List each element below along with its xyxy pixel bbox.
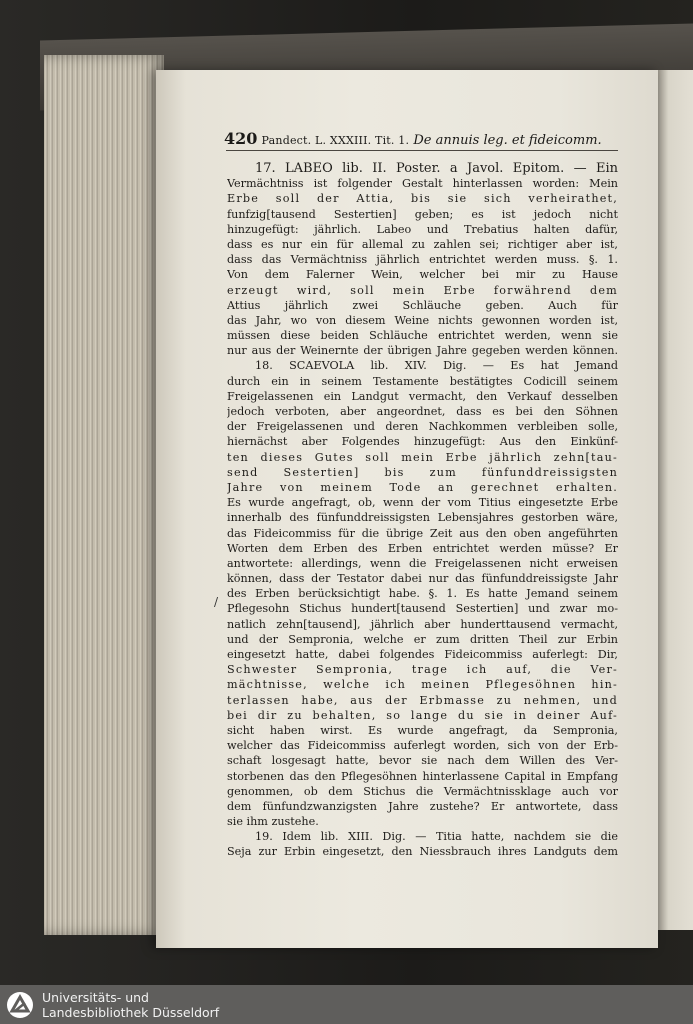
text-line: welcher das Fideicommiss auferlegt worden, sich von der Erb- [227,739,618,753]
text-line: können, dass der Testator dabei nur das fünfunddreissigste Jahr [227,572,618,586]
text-line: genommen, ob dem Stichus die Vermächtnissklage auch vor [227,784,618,798]
text-line: der Freigelassenen und deren Nachkommen verbleiben solle, [227,420,618,434]
text-line: funfzig[tausend Sestertien] geben; es ist jedoch nicht [227,207,618,221]
text-line: bei dir zu behalten, so lange du sie in deiner Auf- [227,708,618,722]
text-line: jedoch verboten, aber angeordnet, dass es bei den Söhnen [227,405,618,418]
text-line: Attius jährlich zwei Schläuche geben. Auch für [227,298,618,312]
text-line: natlich zehn[tausend], jährlich aber hunderttausend vermacht, [227,617,618,631]
text-line: Es wurde angefragt, ob, wenn der vom Titius eingesetzte Erbe [227,496,618,510]
text-line: das Fideicommiss für die übrige Zeit aus den oben angeführten [227,526,618,540]
text-line: Seja zur Erbin eingesetzt, den Niessbrauch ihres Landguts dem [227,845,618,859]
text-line: 18. SCAEVOLA lib. XIV. Dig. — Es hat Jemand [255,359,618,373]
text-line: nur aus der Weinernte der übrigen Jahre gegeben werden können. [227,344,618,358]
text-line: erzeugt wird, soll mein Erbe forwährend dem [227,283,618,297]
text-line: Schwester Sempronia, trage ich auf, die Ver- [227,663,618,677]
text-line: sicht haben wirst. Es wurde angefragt, da Sempronia, [227,723,618,737]
page-body-text [227,161,618,860]
text-line: Pflegesohn Stichus hundert[tausend Sestertien] und zwar mo- [227,602,618,616]
text-line: dass es nur ein für allemal zu zahlen sei; richtiger aber ist, [227,237,618,251]
text-line: dass das Vermächtniss jährlich entrichtet werden muss. §. 1. [227,253,618,267]
book-page-edges [44,55,164,935]
text-line: mächtnisse, welche ich meinen Pflegesöhnen hin- [227,678,618,692]
text-line: storbenen das den Pflegesöhnen hinterlassene Capital in Empfang [227,769,618,783]
text-line: dem fünfundzwanzigsten Jahre zustehe? Er antwortete, dass [227,799,618,813]
text-line: terlassen habe, aus der Erbmasse zu nehmen, und [227,693,618,707]
text-line: durch ein in seinem Testamente bestätigtes Codicill seinem [227,374,618,388]
library-name-line2: Landesbibliothek Düsseldorf [42,1005,220,1020]
text-line: das Jahr, wo von diesem Weine nichts gewonnen worden ist, [227,313,618,327]
text-line: sie ihm zustehe. [227,815,319,829]
text-line: Von dem Falerner Wein, welcher bei mir zu Hause [227,268,618,282]
text-line: Jahre von meinem Tode an gerechnet erhalten. [227,480,618,494]
text-line: schaft losgesagt hatte, bevor sie nach dem Willen des Ver- [227,754,618,768]
text-line: müssen diese beiden Schläuche entrichtet werden, wenn sie [227,329,618,343]
text-line: Freigelassenen ein Landgut vermacht, den Verkauf desselben [227,389,618,403]
running-head [224,129,624,148]
text-line: 19. Idem lib. XIII. Dig. — Titia hatte, nachdem sie die [255,830,618,844]
page-number: 420 [224,129,258,148]
header-rule [226,150,618,151]
text-line: eingesetzt hatte, dabei folgendes Fideicommiss auferlegt: Dir, [227,648,618,661]
running-head-right: De annuis leg. et fideicomm. [413,133,602,148]
running-head-left: Pandect. L. XXXIII. Tit. 1. [261,134,410,147]
library-name-line1: Universitäts- und [42,990,149,1005]
text-line: antwortete: allerdings, wenn die Freigelassenen nicht erweisen [227,556,618,570]
text-line: send Sestertien] bis zum fünfunddreissigsten [227,465,618,479]
ulb-logo-icon [6,991,34,1019]
text-line: hiernächst aber Folgendes hinzugefügt: Aus den Einkünf- [227,435,618,449]
facing-page-edge [658,70,693,930]
text-line: ten dieses Gutes soll mein Erbe jährlich zehn[tau- [227,450,618,464]
text-line: und der Sempronia, welche er zum dritten Theil zur Erbin [227,632,618,646]
margin-mark: / [214,595,219,609]
library-name [42,990,219,1020]
text-line: Erbe soll der Attia, bis sie sich verheirathet, [227,192,618,206]
text-line: 17. LABEO lib. II. Poster. a Javol. Epitom. — Ein [255,161,618,176]
text-line: innerhalb des fünfunddreissigsten Lebensjahres gestorben wäre, [227,511,618,525]
text-line: Vermächtniss ist folgender Gestalt hinterlassen worden: Mein [227,177,618,191]
text-line: Worten dem Erben des Erben entrichtet werden müsse? Er [227,541,618,555]
text-line: des Erben berücksichtigt habe. §. 1. Es hatte Jemand seinem [227,587,618,601]
text-line: hinzugefügt: jährlich. Labeo und Trebatius halten dafür, [227,222,618,236]
